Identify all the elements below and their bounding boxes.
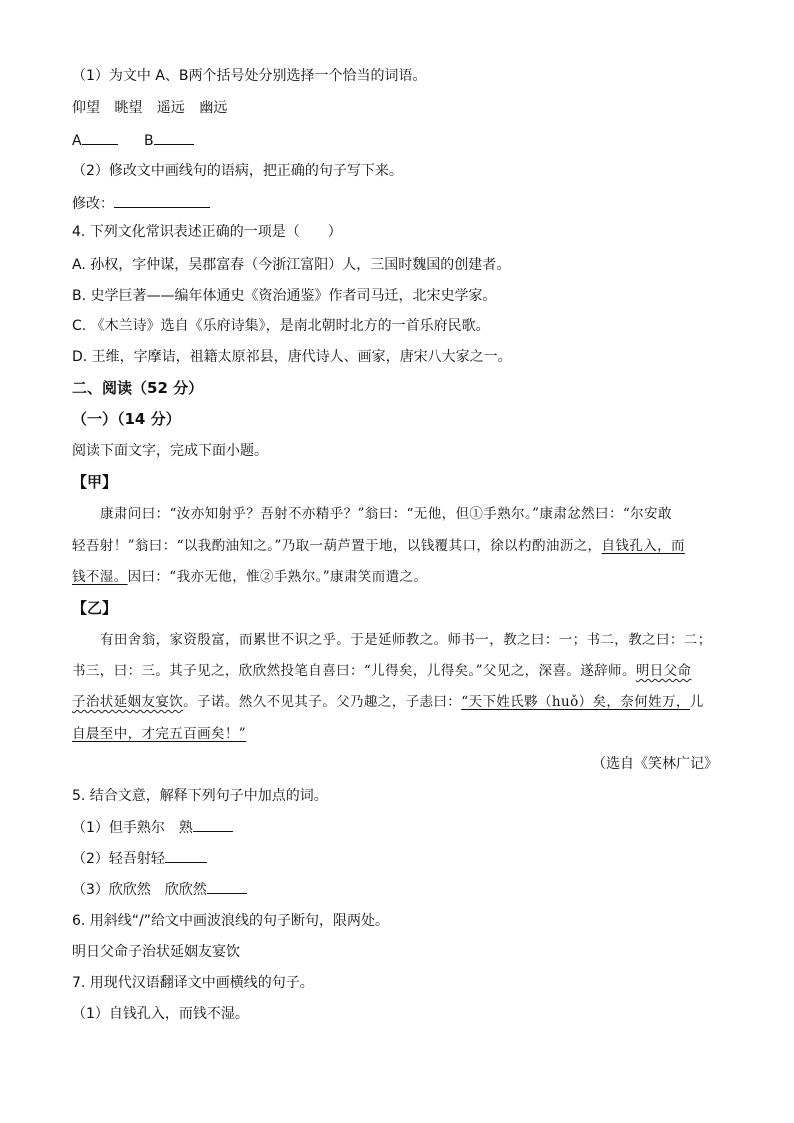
section-title: 二、阅读（52 分） — [72, 379, 204, 397]
q3-sub2: （2）修改文中画线句的语病，把正确的句子写下来。 — [72, 163, 403, 179]
q5-item — [72, 817, 233, 838]
passage-jia-line — [72, 536, 685, 556]
passage-text: 儿 — [689, 694, 704, 710]
q3-blanks — [72, 130, 194, 151]
blank-b-label: B — [144, 133, 154, 149]
passage-text: 书三，曰：三。其子见之，欣欣然投笔自喜曰：“儿得矣，儿得矣。”父见之，深喜。遂辞师。 — [72, 663, 636, 679]
passage-yi-line — [72, 661, 691, 681]
q3-sub1: （1）为文中 A、B两个括号处分别选择一个恰当的词语。 — [72, 68, 427, 84]
q3-options — [72, 98, 227, 118]
passage-yi-label: 【乙】 — [72, 599, 118, 617]
source-note: （选自《笑林广记》 — [592, 756, 718, 772]
blank-a-line[interactable] — [82, 130, 118, 145]
passage-jia-line: 康肃问曰：“汝亦知射乎？吾射不亦精乎？”翁曰：“无他，但①手熟尔。”康肃忿然曰：“尔安敢 — [100, 506, 672, 522]
passage-text: 轻吾射！”翁曰：“以我酌油知之。”乃取一葫芦置于地，以钱覆其口，徐以杓酌油沥之， — [72, 538, 602, 554]
q4-option-c: C. 《木兰诗》选自《乐府诗集》，是南北朝时北方的一首乐府民歌。 — [72, 318, 490, 334]
q7-stem: 7. 用现代汉语翻译文中画横线的句子。 — [72, 975, 314, 991]
q5-item-text: （2）轻吾射轻 — [72, 851, 165, 867]
q3-fix — [72, 193, 210, 214]
part-title: （一）（14 分） — [72, 410, 181, 428]
fix-label: 修改： — [72, 196, 114, 212]
q4-option-d: D. 王维，字摩诘，祖籍太原祁县，唐代诗人、画家，唐宋八大家之一。 — [72, 349, 512, 365]
q6-stem: 6. 用斜线“/”给文中画波浪线的句子断句，限两处。 — [72, 913, 390, 929]
q5-item-text: （3）欣欣然 欣欣然 — [72, 882, 207, 898]
q4-option-a: A. 孙权，字仲谋，吴郡富春（今浙江富阳）人，三国时魏国的创建者。 — [72, 257, 511, 273]
q5-item — [72, 848, 207, 869]
q5-item — [72, 879, 247, 900]
underlined-sentence: “天下姓氏夥（huǒ）矣，奈何姓万， — [461, 694, 690, 710]
passage-text: 。子诺。然久不见其子。父乃趣之，子恚曰： — [183, 694, 462, 710]
wavy-sentence: 明日父命 — [635, 663, 692, 679]
wavy-sentence: 子治状延姻友宴饮 — [72, 694, 184, 710]
underlined-sentence: 自钱孔入，而 — [601, 538, 685, 554]
passage-yi-line — [72, 724, 246, 744]
underlined-sentence: 钱不湿。 — [72, 569, 128, 585]
option-word: 遥远 — [156, 100, 185, 116]
q5-item-text: （1）但手熟尔 熟 — [72, 820, 193, 836]
fix-blank-line[interactable] — [114, 193, 210, 208]
blank-a-label: A — [72, 133, 82, 149]
q5-stem: 5. 结合文意，解释下列句子中加点的词。 — [72, 788, 328, 804]
option-word: 眺望 — [114, 100, 143, 116]
q4-stem: 4. 下列文化常识表述正确的一项是（ ） — [72, 224, 342, 240]
reading-instruction: 阅读下面文字，完成下面小题。 — [72, 443, 268, 459]
q6-sentence: 明日父命子治状延姻友宴饮 — [72, 944, 240, 960]
passage-yi-line: 有田舍翁，家资殷富，而累世不识之乎。于是延师教之。师书一，教之曰：一；书二，教之曰：二； — [100, 632, 712, 648]
option-word: 仰望 — [72, 100, 100, 116]
answer-blank[interactable] — [207, 879, 247, 894]
passage-jia-line — [72, 567, 427, 587]
underlined-sentence: 自晨至中，才完五百画矣！” — [72, 726, 247, 742]
q7-item: （1）自钱孔入，而钱不湿。 — [72, 1006, 249, 1022]
passage-text: 因曰：“我亦无他，惟②手熟尔。”康肃笑而遣之。 — [127, 569, 428, 585]
blank-b-line[interactable] — [154, 130, 194, 145]
answer-blank[interactable] — [165, 848, 207, 863]
q4-option-b: B. 史学巨著——编年体通史《资治通鉴》作者司马迁，北宋史学家。 — [72, 288, 497, 304]
option-word: 幽远 — [199, 100, 228, 116]
answer-blank[interactable] — [193, 817, 233, 832]
passage-jia-label: 【甲】 — [72, 473, 118, 491]
passage-yi-line — [72, 692, 704, 712]
